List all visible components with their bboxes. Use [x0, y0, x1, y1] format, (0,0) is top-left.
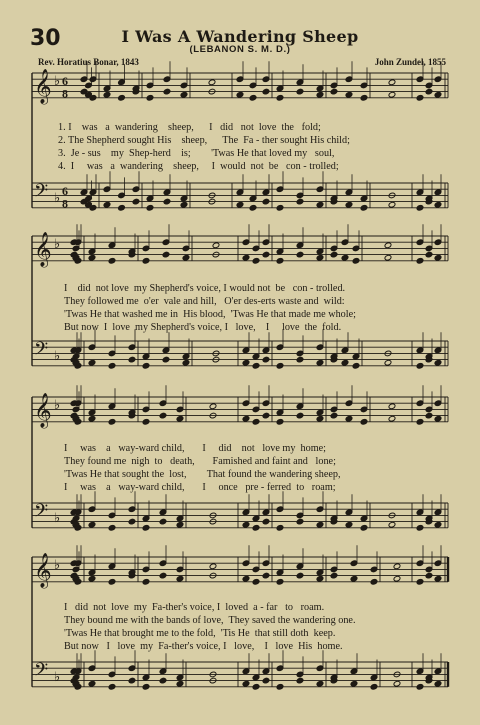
note-head — [416, 525, 424, 532]
note-head — [370, 579, 378, 586]
note-head — [316, 521, 324, 528]
note-head — [434, 415, 442, 422]
note-head — [434, 680, 442, 687]
note-head — [388, 521, 396, 528]
note-head — [103, 201, 111, 208]
note-head — [88, 415, 96, 422]
note-head — [341, 254, 349, 261]
note-head — [88, 254, 96, 261]
note-head — [360, 205, 368, 212]
note-head — [276, 525, 284, 532]
note-head — [296, 251, 304, 258]
note-head — [384, 359, 392, 366]
bass-clef-icon: 𝄢 — [34, 660, 49, 685]
note-head — [159, 677, 167, 684]
note-head — [182, 254, 190, 261]
note-head — [388, 79, 396, 86]
note-head — [296, 518, 304, 525]
note-head — [128, 356, 136, 363]
note-head — [276, 363, 284, 370]
bass-clef-icon: 𝄢 — [34, 339, 49, 364]
lyric-line: I did not love my Shepherd's voice, I would not be con - trolled. — [64, 283, 346, 294]
note-head — [345, 521, 353, 528]
time-signature-top: 6 — [62, 184, 68, 198]
note-head — [350, 575, 358, 582]
note-head — [316, 680, 324, 687]
note-head — [296, 88, 304, 95]
lyric-line: They found me nigh to death, Famished and faint and lone; — [64, 456, 336, 467]
note-head — [416, 684, 424, 691]
note-head — [108, 684, 116, 691]
note-head — [242, 359, 250, 366]
note-head — [132, 198, 140, 205]
note-head — [384, 242, 392, 249]
note-head — [316, 201, 324, 208]
time-signature-bottom: 8 — [62, 86, 68, 101]
lyric-line: 4. I was a wandering sheep, I would not be con - trolled; — [58, 161, 339, 172]
note-head — [252, 363, 260, 370]
lyric-line: 1. I was a wandering sheep, I did not love the fold; — [58, 122, 321, 133]
hymn-number: 30 — [30, 26, 61, 51]
note-head — [345, 201, 353, 208]
note-head — [108, 363, 116, 370]
note-head — [163, 198, 171, 205]
note-head — [425, 412, 433, 419]
note-head — [163, 88, 171, 95]
note-head — [182, 359, 190, 366]
note-head — [249, 205, 257, 212]
bass-clef-icon: 𝄢 — [34, 501, 49, 526]
note-head — [236, 201, 244, 208]
note-head — [316, 575, 324, 582]
lyric-line: 'Twas He that brought me to the fold, 'Tis He that still doth keep. — [64, 628, 336, 639]
note-head — [393, 575, 401, 582]
note-head — [434, 359, 442, 366]
note-head — [142, 363, 150, 370]
hymn-title: I Was A Wandering Sheep — [121, 27, 359, 46]
note-head — [118, 205, 126, 212]
note-head — [176, 521, 184, 528]
note-head — [393, 680, 401, 687]
flat-sign-icon: ♭ — [54, 670, 61, 685]
note-head — [108, 258, 116, 265]
note-head — [208, 79, 216, 86]
note-head — [388, 403, 396, 410]
lyric-line: But now I love my Fa-ther's voice, I love, I love His home. — [64, 641, 343, 652]
note-head — [416, 579, 424, 586]
note-head — [236, 91, 244, 98]
lyric-line: I was a way-ward child, I did not love my home; — [64, 443, 326, 454]
note-head — [276, 95, 284, 102]
lyric-line: I did not love my Fa-ther's voice, I loved a - far to roam. — [64, 602, 325, 613]
note-head — [352, 363, 360, 370]
lyric-line: 'Twas He that sought the lost, That found the wandering sheep, — [64, 469, 341, 480]
note-head — [384, 254, 392, 261]
note-head — [88, 680, 96, 687]
note-head — [296, 198, 304, 205]
note-head — [434, 521, 442, 528]
note-head — [262, 88, 270, 95]
flat-sign-icon: ♭ — [54, 237, 61, 252]
note-head — [388, 91, 396, 98]
note-head — [434, 254, 442, 261]
note-head — [296, 356, 304, 363]
treble-clef-icon: 𝄞 — [34, 553, 52, 588]
note-head — [88, 521, 96, 528]
note-head — [276, 258, 284, 265]
lyric-line: But now I love my Shepherd's voice, I love, I love the fold. — [64, 322, 342, 333]
note-head — [209, 403, 217, 410]
note-head — [103, 91, 111, 98]
note-head — [345, 91, 353, 98]
treble-clef-icon: 𝄞 — [34, 393, 52, 428]
lyric-line: 3. Je - sus my Shep-herd is; 'Twas He that loved my soul, — [58, 148, 335, 159]
note-head — [252, 579, 260, 586]
note-head — [276, 579, 284, 586]
note-head — [316, 91, 324, 98]
note-head — [330, 88, 338, 95]
note-head — [416, 363, 424, 370]
bass-clef-icon: 𝄢 — [34, 181, 49, 206]
note-head — [142, 684, 150, 691]
note-head — [262, 251, 270, 258]
note-head — [296, 412, 304, 419]
flat-sign-icon: ♭ — [54, 398, 61, 413]
note-head — [276, 684, 284, 691]
note-head — [416, 258, 424, 265]
note-head — [162, 251, 170, 258]
note-head — [252, 258, 260, 265]
lyric-line: They followed me o'er vale and hill, O'er des-erts waste and wild: — [64, 296, 345, 307]
note-head — [262, 412, 270, 419]
note-head — [262, 572, 270, 579]
note-head — [180, 91, 188, 98]
note-head — [142, 525, 150, 532]
note-head — [388, 201, 396, 208]
note-head — [370, 684, 378, 691]
lyric-line: 2. The Shepherd sought His sheep, The Fa - ther sought His child; — [58, 135, 350, 146]
note-head — [242, 575, 250, 582]
note-head — [434, 201, 442, 208]
note-head — [162, 356, 170, 363]
note-head — [142, 258, 150, 265]
note-head — [425, 88, 433, 95]
note-head — [276, 419, 284, 426]
note-head — [330, 251, 338, 258]
note-head — [146, 205, 154, 212]
note-head — [176, 415, 184, 422]
note-head — [209, 563, 217, 570]
note-head — [262, 518, 270, 525]
flat-sign-icon: ♭ — [54, 74, 61, 89]
note-head — [352, 258, 360, 265]
note-head — [242, 680, 250, 687]
note-head — [176, 575, 184, 582]
note-head — [128, 518, 136, 525]
note-head — [159, 412, 167, 419]
note-head — [330, 412, 338, 419]
note-head — [88, 359, 96, 366]
treble-clef-icon: 𝄞 — [34, 69, 52, 104]
note-head — [88, 575, 96, 582]
note-head — [249, 95, 257, 102]
note-head — [330, 572, 338, 579]
flat-sign-icon: ♭ — [54, 191, 61, 206]
note-head — [252, 684, 260, 691]
note-head — [176, 680, 184, 687]
author-credit: Rev. Horatius Bonar, 1843 — [38, 57, 139, 67]
note-head — [252, 419, 260, 426]
note-head — [108, 525, 116, 532]
flat-sign-icon: ♭ — [54, 349, 61, 364]
note-head — [142, 419, 150, 426]
note-head — [159, 572, 167, 579]
treble-clef-icon: 𝄞 — [34, 232, 52, 267]
note-head — [316, 359, 324, 366]
note-head — [345, 415, 353, 422]
lyric-line: 'Twas He that washed me in His blood, 'Twas He that made me whole; — [64, 309, 356, 320]
note-head — [180, 201, 188, 208]
note-head — [316, 415, 324, 422]
note-head — [212, 242, 220, 249]
note-head — [425, 251, 433, 258]
time-signature-top: 6 — [62, 74, 68, 88]
note-head — [108, 579, 116, 586]
note-head — [252, 525, 260, 532]
composer-credit: John Zundel, 1855 — [374, 57, 446, 67]
note-head — [276, 205, 284, 212]
note-head — [416, 95, 424, 102]
note-head — [341, 359, 349, 366]
note-head — [434, 91, 442, 98]
note-head — [360, 419, 368, 426]
note-head — [159, 518, 167, 525]
note-head — [416, 419, 424, 426]
note-head — [262, 198, 270, 205]
note-head — [262, 677, 270, 684]
flat-sign-icon: ♭ — [54, 511, 61, 526]
note-head — [242, 521, 250, 528]
flat-sign-icon: ♭ — [54, 558, 61, 573]
note-head — [242, 254, 250, 261]
note-head — [262, 356, 270, 363]
note-head — [316, 254, 324, 261]
note-head — [388, 415, 396, 422]
note-head — [242, 415, 250, 422]
note-head — [434, 575, 442, 582]
time-signature-bottom: 8 — [62, 196, 68, 211]
lyric-line: I was a way-ward child, I once pre - ferred to roam; — [64, 482, 336, 493]
note-head — [393, 563, 401, 570]
note-head — [425, 572, 433, 579]
note-head — [128, 677, 136, 684]
note-head — [108, 419, 116, 426]
note-head — [350, 680, 358, 687]
note-head — [118, 95, 126, 102]
note-head — [360, 525, 368, 532]
note-head — [360, 95, 368, 102]
note-head — [416, 205, 424, 212]
lyric-line: They bound me with the bands of love, They saved the wandering one. — [64, 615, 356, 626]
note-head — [142, 579, 150, 586]
note-head — [296, 572, 304, 579]
note-head — [296, 677, 304, 684]
note-head — [146, 95, 154, 102]
tune-name: (LEBANON S. M. D.) — [189, 44, 291, 55]
